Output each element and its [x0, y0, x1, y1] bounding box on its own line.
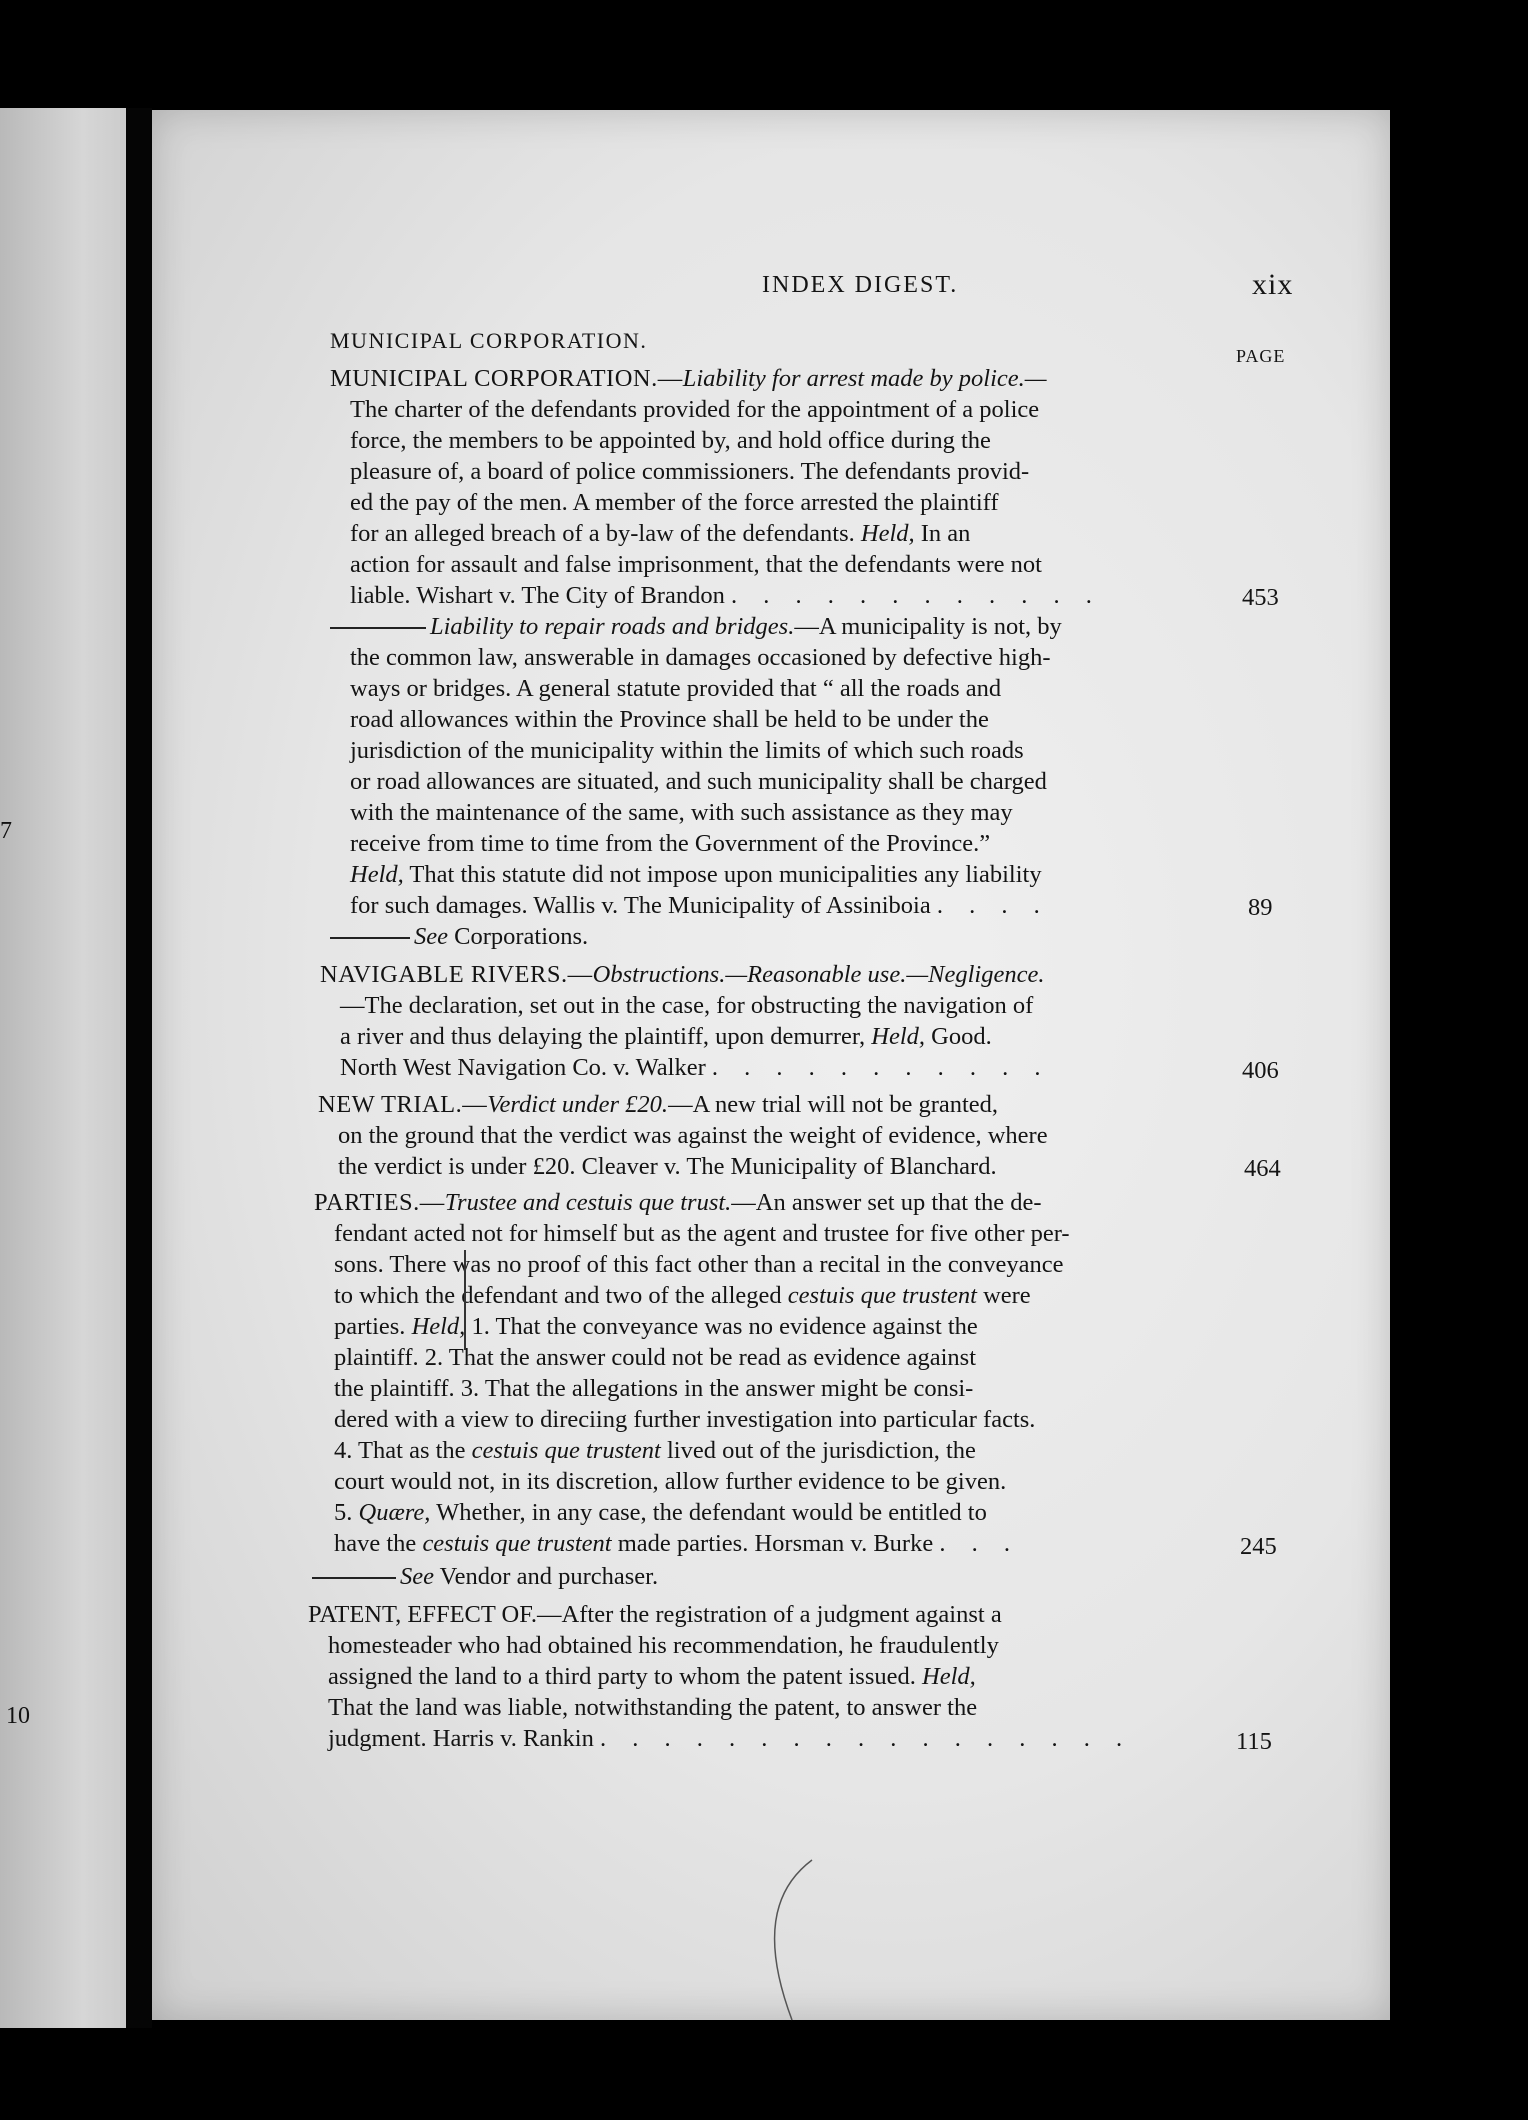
page-reference: 245: [1240, 1533, 1277, 1560]
entry-heading-line: NEW TRIAL.—Verdict under £20.—A new trial will not be granted,: [318, 1091, 999, 1118]
margin-number: 10: [6, 1703, 30, 1729]
page-reference: 406: [1242, 1057, 1279, 1084]
book-page: [152, 110, 1390, 2020]
entry-text-line: jurisdiction of the municipality within the limits of which such roads: [350, 737, 1024, 764]
entry-text-line: parties. Held, 1. That the conveyance was no evidence against the: [334, 1313, 978, 1340]
entry-text-line: for such damages. Wallis v. The Municipality of Assiniboia . . . .: [350, 892, 1050, 919]
margin-number: 7: [0, 818, 12, 844]
entry-heading-line: MUNICIPAL CORPORATION.—Liability for arrest made by police.—: [330, 365, 1047, 392]
page-reference: 115: [1236, 1728, 1272, 1755]
entry-text-line: road allowances within the Province shall be held to be under the: [350, 706, 989, 733]
entry-text-line: ways or bridges. A general statute provided that “ all the roads and: [350, 675, 1002, 702]
entry-text-line: to which the defendant and two of the alleged cestuis que trustent were: [334, 1282, 1031, 1309]
entry-text-line: North West Navigation Co. v. Walker . . . . . . . . . . .: [340, 1054, 1051, 1081]
repeat-dash: [312, 1577, 396, 1579]
entry-text-line: 5. Quære, Whether, in any case, the defendant would be entitled to: [334, 1499, 987, 1526]
repeat-dash: [330, 937, 410, 939]
entry-text-line: homesteader who had obtained his recommendation, he fraudulently: [328, 1632, 999, 1659]
see-also-line: See Vendor and purchaser.: [312, 1562, 658, 1592]
entry-text-line: sons. There was no proof of this fact other than a recital in the conveyance: [334, 1251, 1064, 1278]
entry-text-line: action for assault and false imprisonment, that the defendants were not: [350, 551, 1042, 578]
page-reference: 89: [1248, 894, 1273, 921]
entry-text-line: or road allowances are situated, and such municipality shall be charged: [350, 768, 1047, 795]
book-spine: [126, 108, 152, 2028]
repeat-dash: [330, 627, 426, 629]
entry-text-line: the plaintiff. 3. That the allegations in the answer might be consi-: [334, 1375, 974, 1402]
pencil-bracket-mark: [464, 1250, 466, 1350]
entry-text-line: with the maintenance of the same, with such assistance as they may: [350, 799, 1013, 826]
entry-text-line: force, the members to be appointed by, and hold office during the: [350, 427, 991, 454]
entry-text-line: judgment. Harris v. Rankin . . . . . . . . . . . . . . . . .: [328, 1725, 1133, 1752]
page-column-label: PAGE: [1236, 346, 1286, 366]
running-title: INDEX DIGEST.: [762, 272, 959, 298]
page-reference: 464: [1244, 1155, 1281, 1182]
page-reference: 453: [1242, 584, 1279, 611]
entry-text-line: 4. That as the cestuis que trustent lived out of the jurisdiction, the: [334, 1437, 976, 1464]
entry-text-line: ed the pay of the men. A member of the force arrested the plaintiff: [350, 489, 999, 516]
entry-heading-line: PATENT, EFFECT OF.—After the registration of a judgment against a: [308, 1601, 1002, 1628]
adjacent-page-strip: [0, 108, 138, 2028]
entry-text-line: plaintiff. 2. That the answer could not be read as evidence against: [334, 1344, 977, 1371]
entry-text-line: The charter of the defendants provided for the appointment of a police: [350, 396, 1040, 423]
entry-text-line: receive from time to time from the Government of the Province.”: [350, 830, 991, 857]
page-folio: xix: [1252, 268, 1294, 301]
entry-text-line: That the land was liable, notwithstanding the patent, to answer the: [328, 1694, 978, 1721]
entry-text-line: —The declaration, set out in the case, for obstructing the navigation of: [340, 992, 1034, 1019]
entry-text-line: the verdict is under £20. Cleaver v. The Municipality of Blanchard.: [338, 1153, 997, 1180]
entry-text-line: pleasure of, a board of police commissioners. The defendants provid-: [350, 458, 1030, 485]
entry-text-line: assigned the land to a third party to whom the patent issued. Held,: [328, 1663, 976, 1690]
entry-text-line: court would not, in its discretion, allow further evidence to be given.: [334, 1468, 1007, 1495]
entry-heading-line: NAVIGABLE RIVERS.—Obstructions.—Reasonable use.—Negligence.: [320, 961, 1045, 988]
entry-text-line: dered with a view to direciing further investigation into particular facts.: [334, 1406, 1036, 1433]
entry-text-line: fendant acted not for himself but as the agent and trustee for five other per-: [334, 1220, 1070, 1247]
entry-text-line: on the ground that the verdict was against the weight of evidence, where: [338, 1122, 1048, 1149]
entry-heading-line: PARTIES.—Trustee and cestuis que trust.—An answer set up that the de-: [314, 1189, 1042, 1216]
entry-text-line: have the cestuis que trustent made parties. Horsman v. Burke . . .: [334, 1530, 1020, 1557]
entry-text-line: the common law, answerable in damages occasioned by defective high-: [350, 644, 1051, 671]
entry-text-line: liable. Wishart v. The City of Brandon . . . . . . . . . . . .: [350, 582, 1102, 609]
entry-heading-line: Liability to repair roads and bridges.—A municipality is not, by: [330, 612, 1062, 642]
entry-text-line: for an alleged breach of a by-law of the defendants. Held, In an: [350, 520, 971, 547]
section-heading: MUNICIPAL CORPORATION.: [330, 328, 648, 353]
entry-text-line: Held, That this statute did not impose upon municipalities any liability: [350, 861, 1042, 888]
entry-text-line: a river and thus delaying the plaintiff, upon demurrer, Held, Good.: [340, 1023, 992, 1050]
see-also-line: See Corporations.: [330, 922, 588, 952]
page-scratch-mark: [752, 1850, 832, 2030]
